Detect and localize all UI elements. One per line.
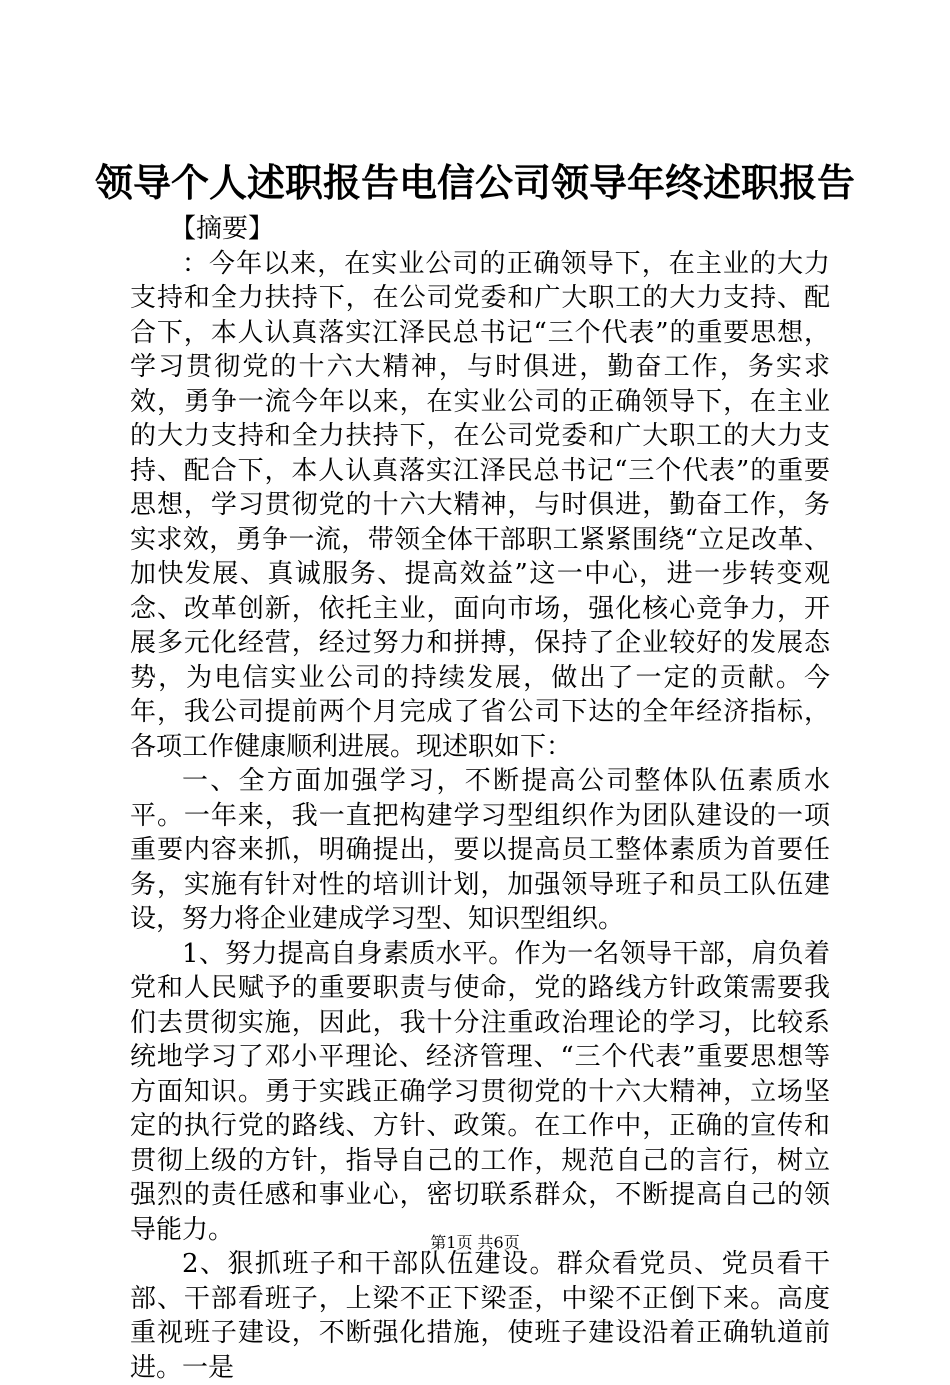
paragraph-abstract: ：今年以来，在实业公司的正确领导下，在主业的大力支持和全力扶持下，在公司党委和广大职工的大力支持、配合下，本人认真落实江泽民总书记“三个代表”的重要思想，学习贯彻党的十六大精神，与时俱进，勤奋工作，务实求效，勇争一流今年以来，在实业公司的正确领导下，在主业的大力支持和全力扶持下，在公司党委和广大职工的大力支持、配合下，本人认真落实江泽民总书记“三个代表”的重要思想，学习贯彻党的十六大精神，与时俱进，勤奋工作，务实求效，勇争一流，带领全体干部职工紧紧围绕“立足改革、加快发展、真诚服务、提高效益”这一中心，进一步转变观念、改革创新，依托主业，面向市场，强化核心竞争力，开展多元化经营，经过努力和拼搏，保持了企业较好的发展态势，为电信实业公司的持续发展，做出了一定的贡献。今年，我公司提前两个月完成了省公司下达的全年经济指标，各项工作健康顺利进展。现述职如下： bbox=[130, 248, 830, 762]
page-number: 第1页 共6页 bbox=[430, 1233, 520, 1252]
paragraph-item-1: 1、努力提高自身素质水平。作为一名领导干部，肩负着党和人民赋予的重要职责与使命，党的路线方针政策需要我们去贯彻实施，因此，我十分注重政治理论的学习，比较系统地学习了邓小平理论、经济管理、“三个代表”重要思想等方面知识。勇于实践正确学习贯彻党的十六大精神，立场坚定的执行党的路线、方针、政策。在工作中，正确的宣传和贯彻上级的方针，指导自己的工作，规范自己的言行，树立强烈的责任感和事业心，密切联系群众，不断提高自己的领导能力。 bbox=[130, 938, 830, 1245]
page-footer bbox=[0, 1232, 950, 1254]
document-title: 领导个人述职报告电信公司领导年终述职报告 bbox=[94, 160, 855, 205]
document-body bbox=[130, 212, 830, 1385]
abstract-label: 【摘要】 bbox=[170, 214, 275, 244]
paragraph-section-1: 一、全方面加强学习，不断提高公司整体队伍素质水平。一年来，我一直把构建学习型组织作为团队建设的一项重要内容来抓，明确提出，要以提高员工整体素质为首要任务，实施有针对性的培训计划，加强领导班子和员工队伍建设，努力将企业建成学习型、知识型组织。 bbox=[130, 766, 830, 934]
paragraph-item-2: 2、狠抓班子和干部队伍建设。群众看党员、党员看干部、干部看班子，上梁不正下梁歪，中梁不正倒下来。高度重视班子建设，不断强化措施，使班子建设沿着正确轨道前进。一是 bbox=[130, 1249, 830, 1383]
